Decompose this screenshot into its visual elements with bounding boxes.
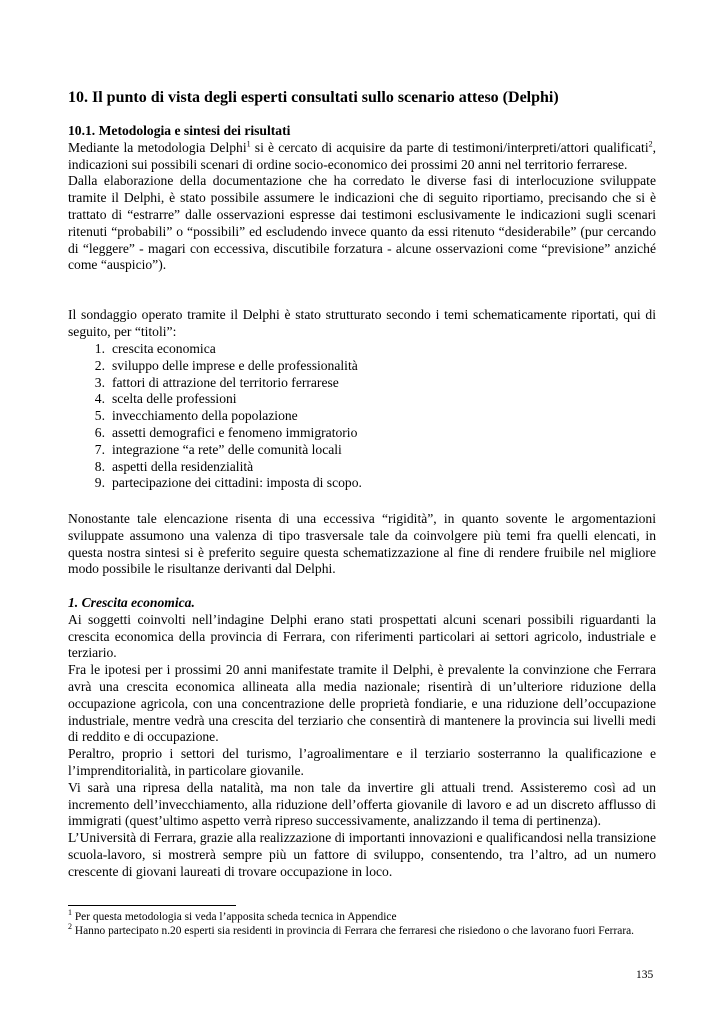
list-item: 9. partecipazione dei cittadini: imposta di scopo.	[94, 475, 362, 491]
list-item: 5. invecchiamento della popolazione	[94, 408, 298, 424]
crescita-paragraph-1: Ai soggetti coinvolti nell’indagine Delphi erano stati prospettati alcuni scenari possibili riguardanti la crescita economica della provincia di Ferrara, con riferimenti particolari ai settori agricolo, industriale e terziario.	[68, 611, 656, 661]
page-number: 135	[636, 969, 654, 981]
crescita-paragraph-4: Vi sarà una ripresa della natalità, ma non tale da invertire gli attuali trend. Assisteremo così ad un incremento dell’invecchiamento, alla riduzione dell’offerta giovanile di lavoro e ad un discreto afflusso di immigrati (quest’ultimo aspetto verrà ripreso successivamente, analizzando il tema di pertinenza).	[68, 779, 656, 829]
topics-list	[68, 341, 628, 492]
crescita-heading: 1. Crescita economica.	[68, 595, 195, 610]
methodology-note	[68, 511, 656, 578]
list-item: 3. fattori di attrazione del territorio ferrarese	[94, 374, 339, 390]
elaboration-paragraph: Dalla elaborazione della documentazione che ha corredato le diverse fasi di interlocuzione sviluppate tramite il Delphi, è stato possibile assumere le indicazioni che di seguito riportiamo, precisando che si è trattato di “estrarre” dalle osservazioni espresse dai testimoni esclusivamente le indicazioni sugli scenari ritenuti “probabili” o “possibili” ed escludendo invece quanto da essi ritenuto “desiderabile” (pur cercando di “leggere” - magari con eccessiva, discutibile forzatura - alcune osservazioni come “previsione” anziché come “auspicio”).	[68, 173, 656, 273]
crescita-paragraph-3: Peraltro, proprio i settori del turismo, l’agroalimentare e il terziario sosterranno la qualificazione e l’imprenditorialità, in particolare giovanile.	[68, 746, 656, 778]
section-heading: 10.1. Metodologia e sintesi dei risultati	[68, 123, 291, 138]
footnote-ref-2[interactable]: 2	[648, 139, 653, 149]
footnote-1: $^1$ Per questa metodologia si veda l’apposita scheda tecnica in Appendice	[68, 908, 397, 923]
list-item: 2. sviluppo delle imprese e delle professionalità	[94, 357, 358, 373]
list-item: 7. integrazione “a rete” delle comunità locali	[94, 441, 342, 457]
crescita-paragraph-5: L’Università di Ferrara, grazie alla realizzazione di importanti innovazioni e qualificandosi nella transizione scuola-lavoro, si mostrerà sempre più un fattore di sviluppo, consentendo, tra l’altro, ad un numero crescente di giovani laureati di trovare occupazione in loco.	[68, 830, 656, 879]
crescita-section	[68, 595, 656, 881]
footnote-ref-1[interactable]: 1	[246, 139, 251, 149]
list-item: 6. assetti demografici e fenomeno immigratorio	[94, 424, 358, 440]
section-intro	[68, 123, 656, 274]
list-item: 8. aspetti della residenzialità	[94, 458, 254, 474]
footnote-divider	[68, 905, 236, 906]
survey-intro	[68, 307, 656, 341]
chapter-title: 10. Il punto di vista degli esperti consultati sullo scenario atteso (Delphi)	[68, 89, 559, 106]
footnote-2: $^2$ Hanno partecipato n.20 esperti sia residenti in provincia di Ferrara che ferraresi che risiedono o che lavorano fuori Ferrara.	[68, 922, 635, 937]
crescita-paragraph-2: Fra le ipotesi per i prossimi 20 anni manifestate tramite il Delphi, è prevalente la convinzione che Ferrara avrà una crescita economica allineata alla media nazionale; risentirà di un’ulteriore riduzione della occupazione agricola, con una concentrazione delle proprietà fondiarie, e una riduzione dell’occupazione industriale, mentre vedrà una crescita del terziario che consentirà di mantenere la provincia sui livelli medi di reddito e di occupazione.	[68, 662, 656, 745]
list-item: 4. scelta delle professioni	[94, 391, 237, 407]
intro-paragraph: Mediante la metodologia Delphi$^1$ si è cercato di acquisire da parte di testimoni/interpreti/attori qualificati$^2$, indicazioni sui possibili scenari di ordine socio-economico dei prossimi 20 anni nel territorio ferrarese.	[68, 139, 657, 172]
survey-paragraph: Il sondaggio operato tramite il Delphi è stato strutturato secondo i temi schematicamente riportati, qui di seguito, per “titoli”:	[68, 307, 656, 339]
rigidity-paragraph: Nonostante tale elencazione risenta di una eccessiva “rigidità”, in quanto sovente le argomentazioni sviluppate assumono una valenza di tipo trasversale tale da coinvolgere più temi fra quelli elencati, in questa nostra sintesi si è preferito seguire questa schematizzazione al fine di rendere fruibile nel migliore modo possibile le risultanze derivanti dal Delphi.	[68, 511, 656, 577]
list-item: 1. crescita economica	[94, 341, 216, 356]
